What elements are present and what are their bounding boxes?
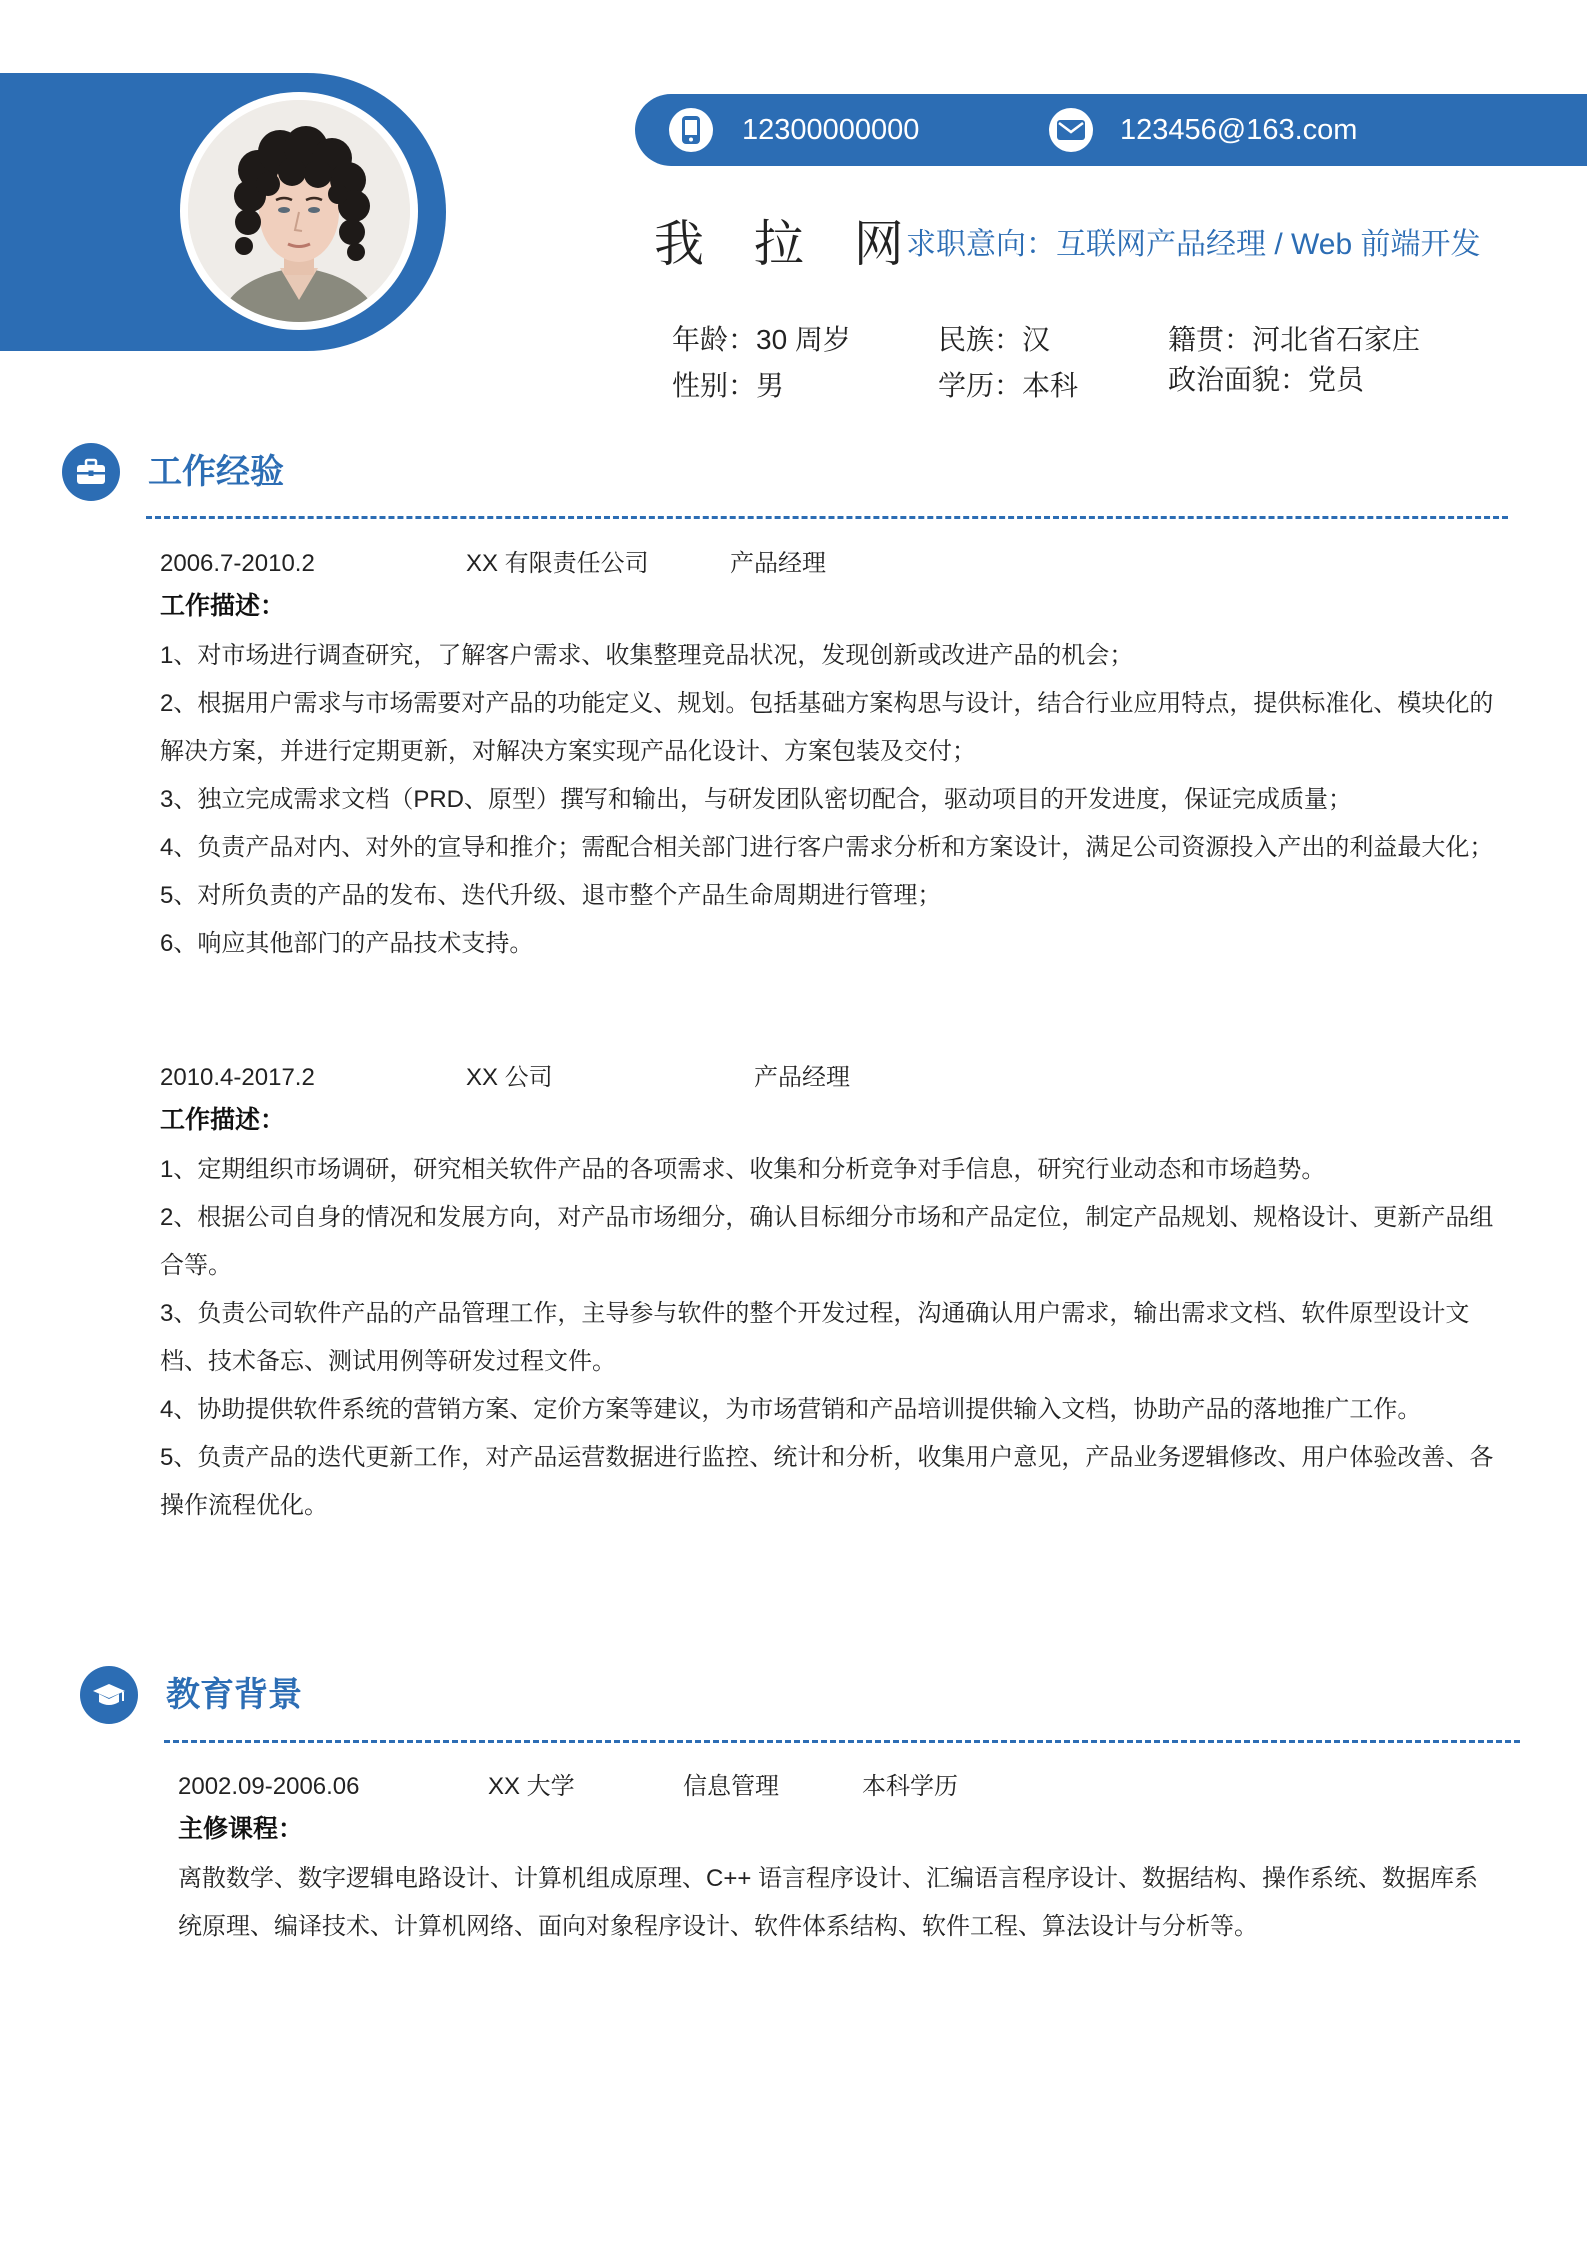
info-hometown: 籍贯：河北省石家庄 [1168,324,1421,355]
job-intent: 求职意向：互联网产品经理 / Web 前端开发 [906,228,1481,261]
applicant-name: 我 拉 网 [654,216,922,272]
edu-school: XX 大学 [488,1773,575,1800]
job-desc-line: 5、对所负责的产品的发布、迭代升级、退市整个产品生命周期进行管理； [160,882,942,909]
job-desc-line: 6、响应其他部门的产品技术支持。 [160,930,534,957]
info-ethnicity: 民族：汉 [938,324,1051,355]
job-desc-line: 2、根据用户需求与市场需要对产品的功能定义、规划。包括基础方案构思与设计，结合行业应用特点，提供标准化、模块化的解决方案，并进行定期更新，对解决方案实现产品化设计、方案包装及交付； [160,690,1494,765]
avatar [188,100,410,322]
info-gender: 性别：男 [672,370,785,401]
info-education: 学历：本科 [938,370,1079,401]
avatar-portrait-icon [188,100,410,322]
edu-courses: 离散数学、数字逻辑电路设计、计算机组成原理、C++ 语言程序设计、汇编语言程序设计、数据结构、操作系统、数据库系统原理、编译技术、计算机网络、面向对象程序设计、软件体系结构、软件工程、算法设计与分析等。 [178,1865,1479,1940]
edu-course-list [178,1855,1498,1951]
job-desc-line: 1、定期组织市场调研，研究相关软件产品的各项需求、收集和分析竞争对手信息，研究行业动态和市场趋势。 [160,1156,1326,1183]
email-address: 123456@163.com [1120,114,1358,146]
job-period: 2010.4-2017.2 [160,1064,315,1091]
info-political: 政治面貌：党员 [1168,364,1365,395]
job-period: 2006.7-2010.2 [160,550,315,577]
job-desc-label: 工作描述： [160,592,286,620]
job-desc-line: 3、负责公司软件产品的产品管理工作，主导参与软件的整个开发过程，沟通确认用户需求，输出需求文档、软件原型设计文档、技术备忘、测试用例等研发过程文件。 [160,1300,1470,1375]
section-divider-education [164,1740,1520,1743]
email-icon [1049,108,1093,152]
edu-course-label: 主修课程： [178,1815,304,1843]
job-desc-label: 工作描述： [160,1106,286,1134]
edu-degree: 本科学历 [862,1773,958,1800]
job-desc-line: 1、对市场进行调查研究，了解客户需求、收集整理竞品状况，发现创新或改进产品的机会； [160,642,1134,669]
job-desc-list [160,632,1510,968]
job-desc-line: 3、独立完成需求文档（PRD、原型）撰写和输出，与研发团队密切配合，驱动项目的开发进度，保证完成质量； [160,786,1353,813]
job-role: 产品经理 [730,550,826,577]
job-desc-line: 5、负责产品的迭代更新工作，对产品运营数据进行监控、统计和分析，收集用户意见，产品业务逻辑修改、用户体验改善、各操作流程优化。 [160,1444,1494,1519]
job-desc-list [160,1146,1510,1530]
phone-number: 12300000000 [742,114,920,146]
section-divider-work [146,516,1508,519]
phone-icon [669,108,713,152]
job-desc-line: 2、根据公司自身的情况和发展方向，对产品市场细分，确认目标细分市场和产品定位，制定产品规划、规格设计、更新产品组合等。 [160,1204,1494,1279]
edu-period: 2002.09-2006.06 [178,1773,360,1800]
job-company: XX 公司 [466,1064,553,1091]
info-age: 年龄：30 周岁 [672,324,851,355]
section-title-work: 工作经验 [148,453,284,491]
job-desc-line: 4、负责产品对内、对外的宣导和推介；需配合相关部门进行客户需求分析和方案设计，满足公司资源投入产出的利益最大化； [160,834,1494,861]
edu-major: 信息管理 [683,1773,779,1800]
briefcase-icon [62,443,120,501]
job-desc-line: 4、协助提供软件系统的营销方案、定价方案等建议，为市场营销和产品培训提供输入文档，协助产品的落地推广工作。 [160,1396,1422,1423]
job-company: XX 有限责任公司 [466,550,649,577]
graduation-cap-icon [80,1666,138,1724]
section-title-education: 教育背景 [166,1676,302,1714]
job-role: 产品经理 [754,1064,850,1091]
